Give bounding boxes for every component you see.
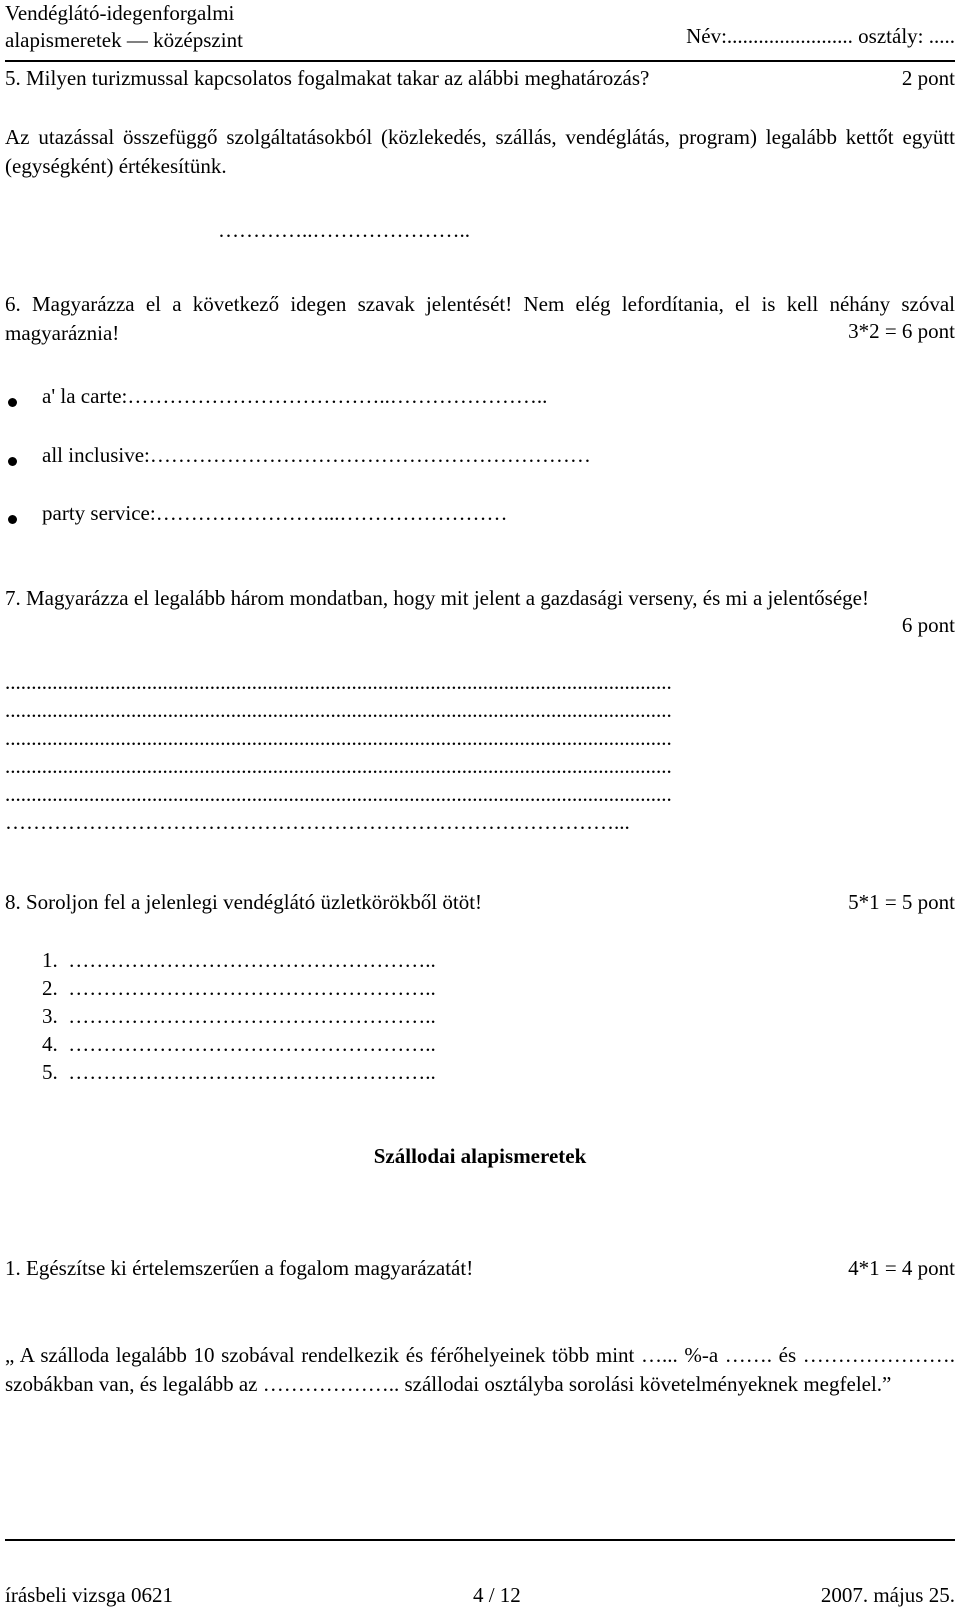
question-7-points: 6 pont [901,613,955,637]
question-5-definition: Az utazással összefüggő szolgáltatásokból (közlekedés, szállás, vendéglátás, program) legalább kettőt együtt (egységként) értékesítünk. [5,125,955,178]
list-number: 3. [42,1004,58,1028]
list-item [42,1032,436,1057]
answer-line[interactable]: ............................................................................................................................... [5,782,672,806]
question-6-text: 6. Magyarázza el a következő idegen szavak jelentését! Nem elég lefordítania, el is kell néhány szóval magyaráznia! [5,292,955,345]
answer-line[interactable]: ............................................................................................................................... [5,698,672,722]
term-label: a' la carte: [42,384,128,408]
page-footer [5,1583,955,1608]
bullet-icon [8,457,17,466]
term-label: all inclusive: [42,443,150,467]
footer-exam-code: írásbeli vizsga 0621 [5,1583,173,1607]
answer-dots[interactable]: …………………………………………….. [68,1032,436,1056]
header-title [5,0,243,54]
question-6-item-party-service [42,501,507,526]
list-number: 2. [42,976,58,1000]
list-item [42,1060,436,1085]
question-8-points: 5*1 = 5 pont [848,890,955,914]
section-title: Szállodai alapismeretek [373,1144,587,1168]
name-class-field[interactable]: Név:........................ osztály: ..... [686,24,955,48]
question-5-points: 2 pont [901,66,955,90]
hotel-question-1-fill-text[interactable]: „ A szálloda legalább 10 szobával rendelkezik és férőhelyeinek több mint …... %-a ……. és …………………. szobákban van, és legalább az ……………….. szállodai osztályba sorolási követelményeknek megfelel.” [5,1343,955,1396]
answer-dots[interactable]: …………………………………………….. [68,1060,436,1084]
term-label: party service: [42,501,156,525]
question-5-header [5,66,955,91]
list-number: 4. [42,1032,58,1056]
list-item [42,1004,436,1029]
list-number: 5. [42,1060,58,1084]
answer-dots[interactable]: …………………………………………….. [68,1004,436,1028]
question-8-text: 8. Soroljon fel a jelenlegi vendéglátó üzletkörökből ötöt! [5,890,483,914]
question-6-item-a-la-carte [42,384,547,409]
header-title-line2: alapismeretek — középszint [5,28,243,52]
question-6-points: 3*2 = 6 pont [848,319,955,343]
answer-dots[interactable]: …………………………………………….. [68,948,436,972]
question-5-answer-line[interactable]: …………..………………….. [218,218,470,242]
hotel-question-1-text: 1. Egészítse ki értelemszerűen a fogalom magyarázatát! [5,1256,474,1280]
answer-dots[interactable]: ……………………...…………………… [155,501,508,525]
answer-line[interactable]: ............................................................................................................................... [5,726,672,750]
footer-date: 2007. május 25. [820,1583,955,1607]
list-number: 1. [42,948,58,972]
hotel-question-1-header [5,1256,955,1281]
footer-divider [5,1539,955,1541]
list-item [42,948,436,973]
header-divider [5,60,955,62]
answer-line[interactable]: ............................................................................................................................... [5,670,672,694]
answer-dots[interactable]: …………………………………………….. [68,976,436,1000]
hotel-question-1-points: 4*1 = 4 pont [848,1256,955,1280]
bullet-icon [8,398,17,407]
footer-page-number: 4 / 12 [472,1583,521,1607]
question-8-header [5,890,955,915]
question-7-text: 7. Magyarázza el legalább három mondatban, hogy mit jelent a gazdasági verseny, és mi a jelentősége! [5,586,869,610]
answer-dots[interactable]: ……………………………………………………… [149,443,591,467]
answer-line[interactable]: ............................................................................................................................... [5,754,672,778]
question-5-text: 5. Milyen turizmussal kapcsolatos fogalmakat takar az alábbi meghatározás? [5,66,650,90]
bullet-icon [8,515,17,524]
header-title-line1: Vendéglátó-idegenforgalmi [5,1,235,25]
answer-line[interactable]: ……………………………………………………………………………... [5,810,630,834]
question-6-item-all-inclusive [42,443,591,468]
list-item [42,976,436,1001]
answer-dots[interactable]: ………………………………..………………….. [127,384,548,408]
